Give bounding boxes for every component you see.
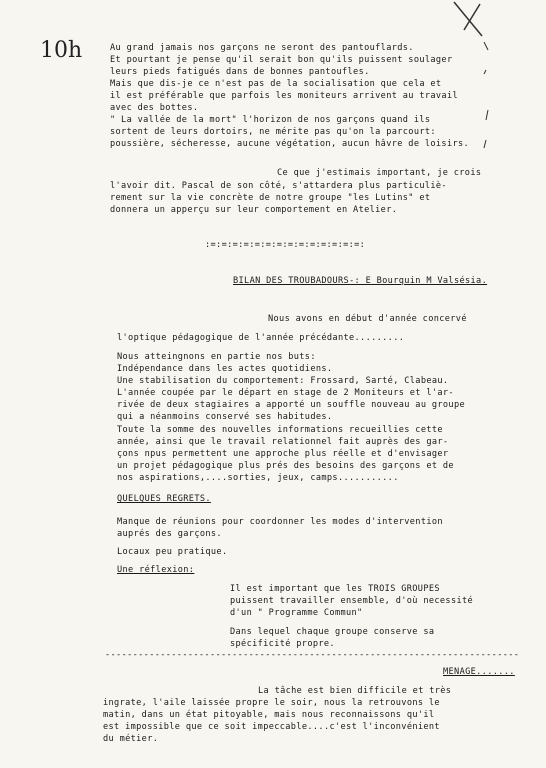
conclusion-line: donnera un apperçu sur leur comportement en Atelier. (110, 205, 398, 215)
bilan-body-line: çons npus permettent une approche plus réelle et d'envisager (117, 449, 449, 459)
menage-line: du métier. (103, 734, 159, 744)
intro-line: Mais que dis-je ce n'est pas de la socialisation que cela et (110, 79, 442, 89)
section-title-regrets: QUELQUES REGRETS. (117, 494, 211, 504)
margin-tick-mark (480, 40, 496, 150)
reflexion-line: puissent travailler ensemble, d'où necessité (230, 596, 474, 606)
conclusion-line: Ce que j'estimais important, je crois (277, 168, 482, 178)
intro-line: Au grand jamais nos garçons ne seront des pantouflards. (110, 43, 414, 53)
bilan-body-line: Toute la somme des nouvelles informations recueillies cette (117, 425, 443, 435)
conclusion-line: l'avoir dit. Pascal de son côté, s'attardera plus particuliè- (110, 181, 447, 191)
reflexion-line: spécificité propre. (230, 639, 335, 649)
bilan-body-line: année, ainsi que le travail relationnel fait auprès des gar- (117, 437, 449, 447)
bilan-body-line: Nous atteingnons en partie nos buts: (117, 352, 316, 362)
reflexion-line: Il est important que les TROIS GROUPES (230, 584, 440, 594)
regrets-line: Locaux peu pratique. (117, 547, 228, 557)
separator: :=:=:=:=:=:=:=:=:=:=:=:=:=:=: (205, 240, 366, 250)
page-number-handwritten: 10h (40, 38, 83, 63)
intro-line: leurs pieds fatigués dans de bonnes pantoufles. (110, 67, 370, 77)
menage-line: ingrate, l'aile laissée propre le soir, nous la retrouvons le (103, 698, 440, 708)
bilan-body-line: Une stabilisation du comportement: Frossard, Sarté, Clabeau. (117, 376, 449, 386)
section-title-reflexion: Une réflexion: (117, 565, 195, 575)
bilan-body-line: qui a néanmoins conservé ses habitudes. (117, 412, 333, 422)
bilan-body-line: nos aspirations,....sorties, jeux, camps........... (117, 473, 399, 483)
reflexion-line: d'un " Programme Commun" (230, 608, 363, 618)
bilan-body-line: un projet pédagogique plus prés des besoins des garçons et de (117, 461, 454, 471)
bilan-body-line: L'année coupée par le départ en stage de 2 Moniteurs et l'ar- (117, 388, 454, 398)
section-title-bilan: BILAN DES TROUBADOURS-: E Bourquin M Valsésia. (233, 276, 488, 286)
intro-line: il est préférable que parfois les moniteurs arrivent au travail (110, 91, 459, 101)
menage-line: est impossible que ce soit impeccable....c'est l'inconvénient (103, 722, 440, 732)
regrets-line: Manque de réunions pour coordonner les modes d'intervention (117, 517, 443, 527)
bilan-intro-line: l'optique pédagogique de l'année précédante......... (117, 333, 405, 343)
dashed-rule: --------------------------------------------------------------------------- (105, 650, 520, 660)
intro-line: " La vallée de la mort" l'horizon de nos garçons quand ils (110, 115, 431, 125)
reflexion-line: Dans lequel chaque groupe conserve sa (230, 627, 435, 637)
bilan-body-line: rivée de deux stagiaires a apporté un souffle nouveau au groupe (117, 400, 466, 410)
corner-scribble (440, 0, 500, 40)
intro-line: sortent de leurs dortoirs, ne mérite pas qu'on la parcourt: (110, 127, 436, 137)
menage-line: matin, dans un état pitoyable, mais nous reconnaissons qu'il (103, 710, 435, 720)
section-title-menage: MENAGE....... (443, 667, 515, 677)
regrets-line: auprés des garçons. (117, 529, 222, 539)
bilan-body-line: Indépendance dans les actes quotidiens. (117, 364, 333, 374)
intro-line: Et pourtant je pense qu'il serait bon qu'ils puissent soulager (110, 55, 453, 65)
menage-line: La tâche est bien difficile et très (258, 686, 452, 696)
bilan-intro-line: Nous avons en début d'année concervé (268, 314, 467, 324)
intro-line: avec des bottes. (110, 103, 199, 113)
conclusion-line: rement sur la vie concrète de notre groupe "les Lutins" et (110, 193, 431, 203)
intro-line: poussière, sécheresse, aucune végétation, aucun hâvre de loisirs. (110, 139, 470, 149)
